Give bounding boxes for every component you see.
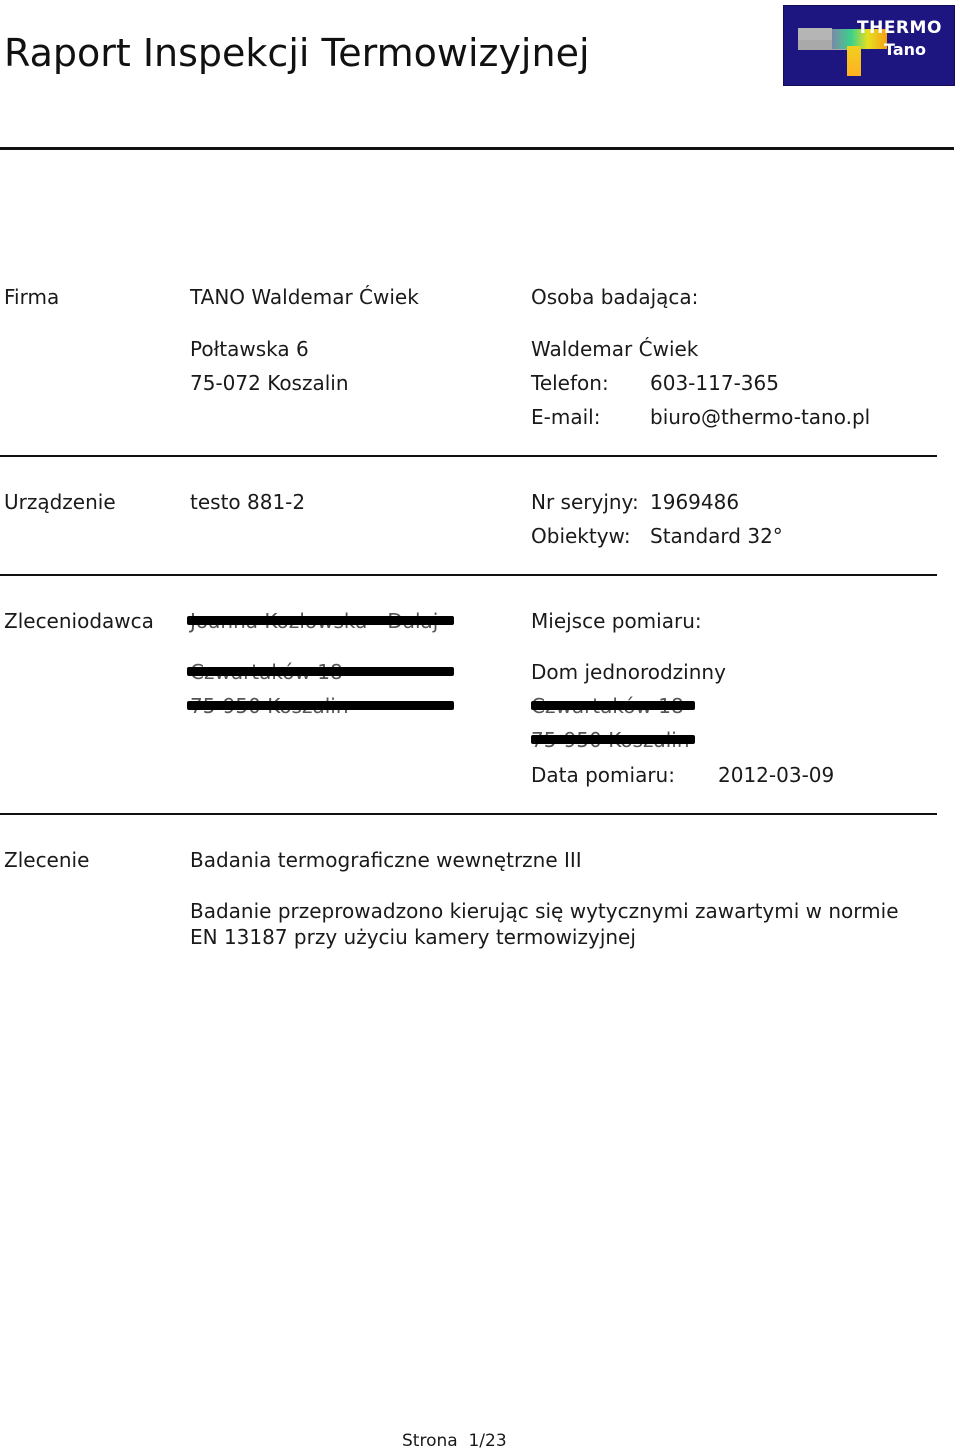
header-divider xyxy=(0,147,954,150)
page-title: Raport Inspekcji Termowizyjnej xyxy=(4,31,590,75)
company-logo xyxy=(783,5,955,86)
section-divider xyxy=(0,574,937,576)
serial-value: 1969486 xyxy=(650,490,740,514)
phone-value: 603-117-365 xyxy=(650,371,779,395)
page-footer xyxy=(402,1430,507,1452)
page-number: 1/23 xyxy=(468,1431,507,1451)
osoba-label: Osoba badająca: xyxy=(531,285,699,309)
firma-label: Firma xyxy=(4,285,60,309)
zlecenie-title: Badania termograficzne wewnętrzne III xyxy=(190,848,582,872)
urzadzenie-model: testo 881-2 xyxy=(190,490,306,514)
date-value: 2012-03-09 xyxy=(718,763,835,787)
redaction-bar xyxy=(531,735,695,744)
lens-value: Standard 32° xyxy=(650,524,783,548)
urzadzenie-label: Urządzenie xyxy=(4,490,116,514)
redaction-bar xyxy=(531,701,695,710)
lens-label: Obiektyw: xyxy=(531,524,631,548)
redaction-bar xyxy=(187,701,454,710)
firma-name: TANO Waldemar Ćwiek xyxy=(190,285,419,309)
zlecenie-desc-line2: EN 13187 przy użyciu kamery termowizyjnej xyxy=(190,925,636,949)
email-value: biuro@thermo-tano.pl xyxy=(650,405,871,429)
logo-text-thermo: THERMO xyxy=(857,18,942,38)
email-label: E-mail: xyxy=(531,405,601,429)
phone-label: Telefon: xyxy=(531,371,609,395)
redaction-bar xyxy=(187,616,454,625)
section-divider xyxy=(0,455,937,457)
osoba-name: Waldemar Ćwiek xyxy=(531,337,699,361)
section-divider xyxy=(0,813,937,815)
logo-thermal-stem xyxy=(847,46,861,76)
miejsce-type: Dom jednorodzinny xyxy=(531,660,726,684)
serial-label: Nr seryjny: xyxy=(531,490,639,514)
zlecenie-label: Zlecenie xyxy=(4,848,90,872)
firma-street: Połtawska 6 xyxy=(190,337,309,361)
page-label: Strona xyxy=(402,1431,458,1451)
zleceniodawca-label: Zleceniodawca xyxy=(4,609,154,633)
zlecenie-desc-line1: Badanie przeprowadzono kierując się wytycznymi zawartymi w normie xyxy=(190,899,899,923)
date-label: Data pomiaru: xyxy=(531,763,675,787)
miejsce-label: Miejsce pomiaru: xyxy=(531,609,702,633)
logo-text-tano: Tano xyxy=(884,40,927,59)
firma-city: 75-072 Koszalin xyxy=(190,371,349,395)
redaction-bar xyxy=(187,667,454,676)
